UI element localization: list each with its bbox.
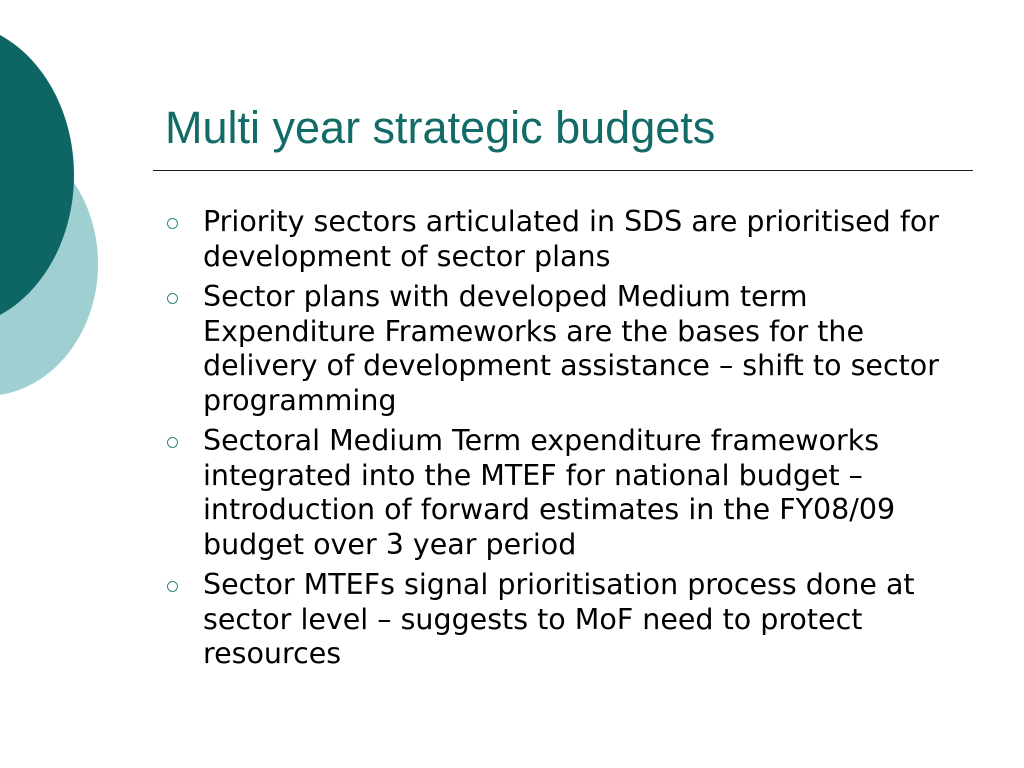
hollow-circle-icon: [167, 437, 178, 448]
bullet-item: [162, 205, 982, 274]
bullet-list: [162, 205, 982, 678]
bullet-text: Priority sectors articulated in SDS are prioritised for development of sector plans: [203, 205, 940, 273]
hollow-circle-icon: [167, 293, 178, 304]
bullet-text: Sector plans with developed Medium term Expenditure Frameworks are the bases for the delivery of development assistance – shift to sector programming: [203, 280, 939, 417]
bullet-text: Sectoral Medium Term expenditure frameworks integrated into the MTEF for national budget – introduction of forward estimates in the FY08/09 budget over 3 year period: [203, 424, 896, 561]
bullet-text: Sector MTEFs signal prioritisation process done at sector level – suggests to MoF need to protect resources: [203, 568, 915, 670]
hollow-circle-icon: [167, 218, 178, 229]
bullet-item: [162, 280, 982, 418]
title-divider: [153, 170, 973, 171]
slide-title: Multi year strategic budgets: [165, 102, 716, 153]
bullet-item: [162, 568, 982, 672]
bullet-item: [162, 424, 982, 562]
hollow-circle-icon: [167, 581, 178, 592]
